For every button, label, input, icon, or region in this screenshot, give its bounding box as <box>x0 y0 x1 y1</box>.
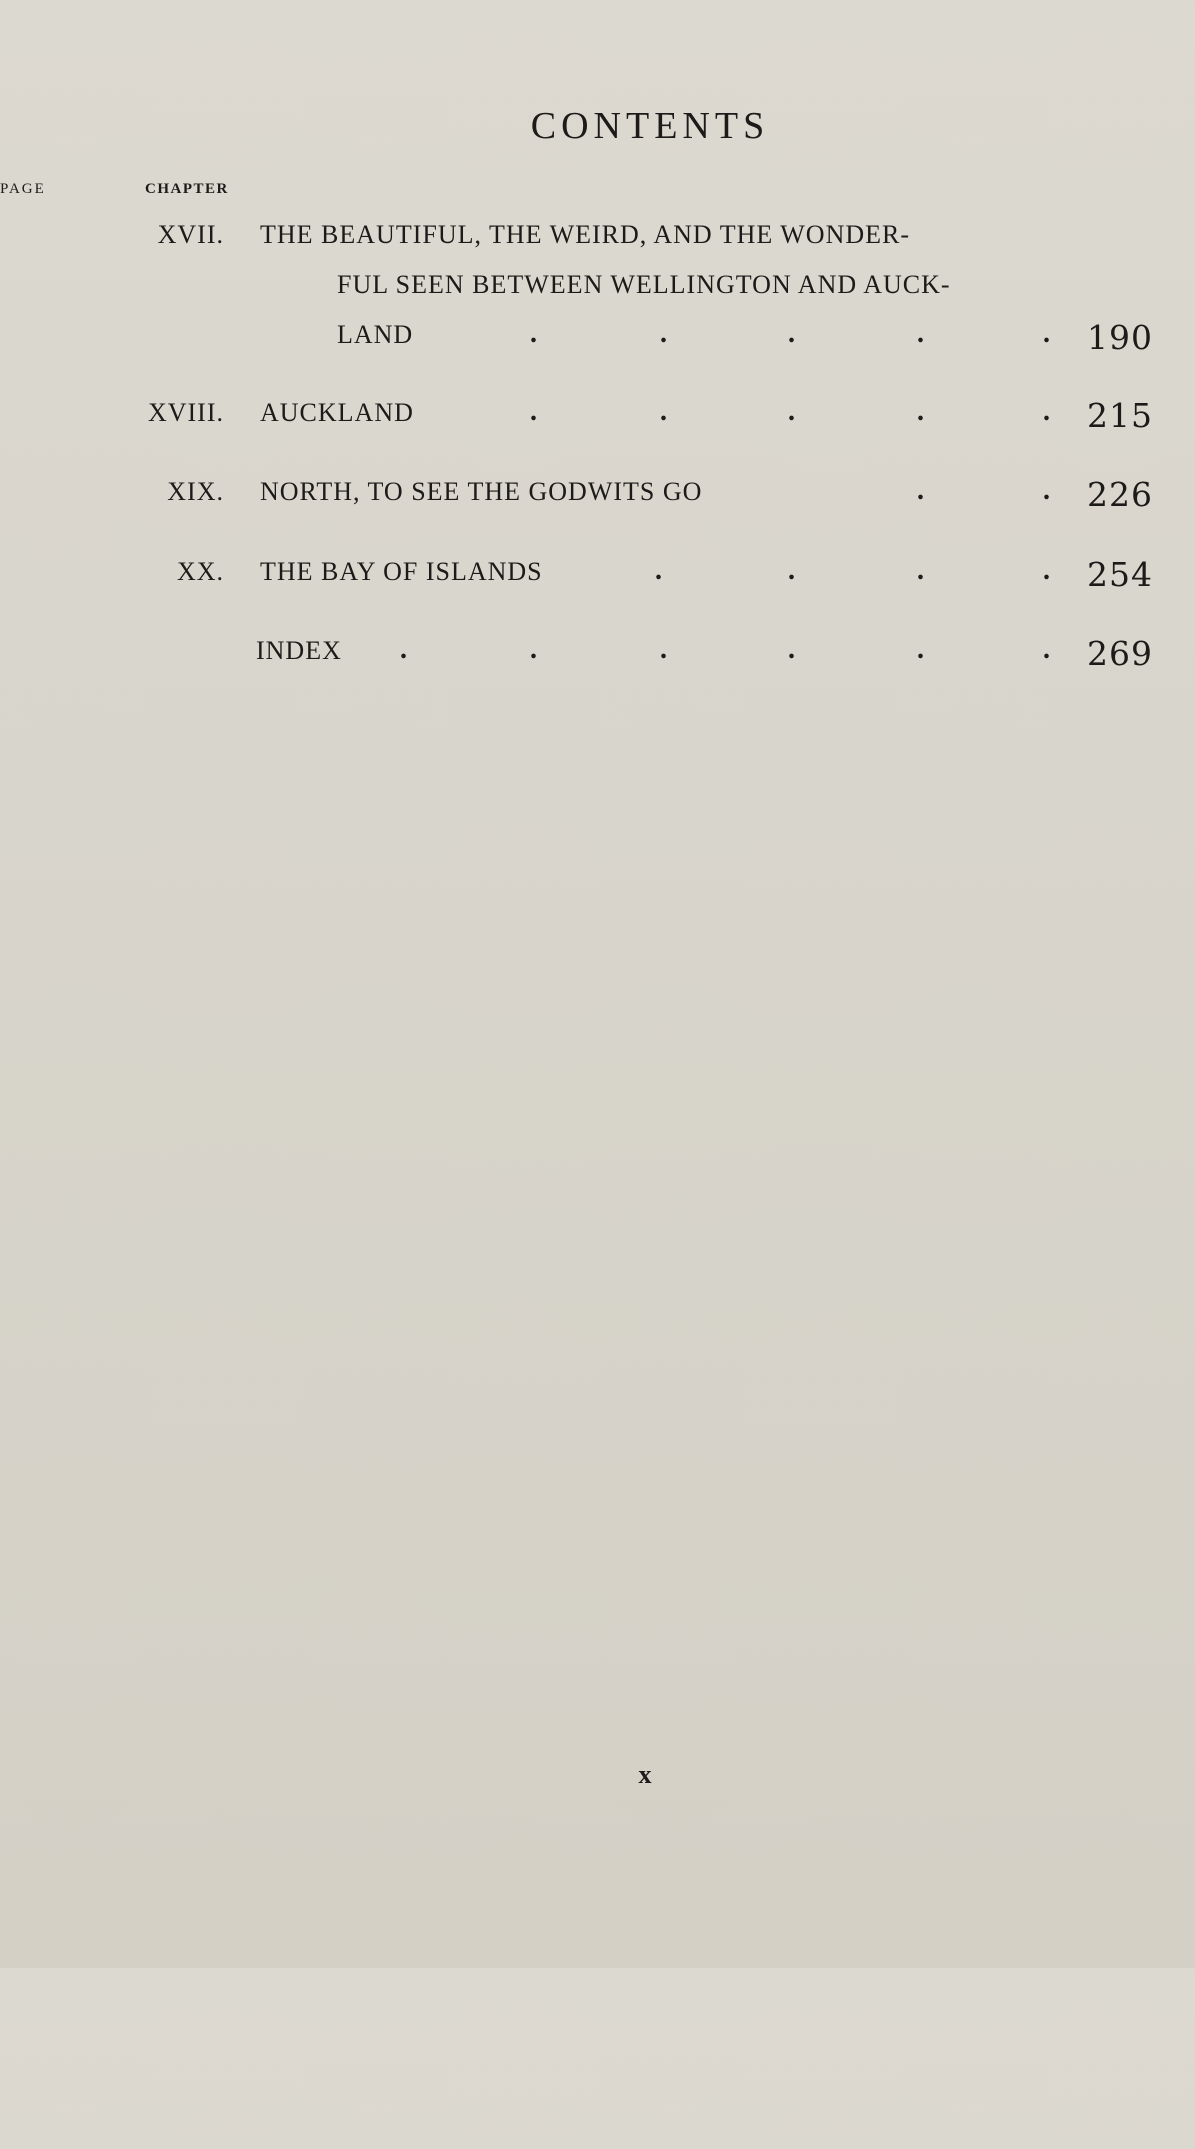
chapter-number: XVIII. <box>147 398 224 427</box>
chapter-number: XIX. <box>167 477 224 506</box>
book-page: CONTENTS CHAPTER PAGE XVII. THE BEAUTIFUL, THE WEIRD, AND THE WONDER- FUL SEEN BETWEEN WELLINGTON AND AUCK- LAND . . . . . 190 XVIII. AUCKLAND . . . . . 215 XIX. NORTH, TO SEE THE GODWITS GO . . 226 XX. THE BAY OF ISLANDS . . . . 254 INDEX . . . . . . 269 x <box>0 0 1195 1968</box>
page-number: 215 <box>1087 396 1153 435</box>
chapter-number: XX. <box>176 557 224 586</box>
page-number: 190 <box>1087 318 1153 357</box>
page-number: 269 <box>1087 634 1153 673</box>
chapter-title-line: FUL SEEN BETWEEN WELLINGTON AND AUCK- <box>337 270 951 299</box>
chapter-title-line: LAND <box>337 320 414 349</box>
chapter-title-line: THE BAY OF ISLANDS <box>260 557 543 586</box>
page-title: CONTENTS <box>530 105 770 147</box>
chapter-column-header: CHAPTER <box>145 181 229 197</box>
chapter-title-line: AUCKLAND <box>260 398 414 427</box>
page-number: 254 <box>1087 555 1153 594</box>
chapter-title-line: NORTH, TO SEE THE GODWITS GO <box>260 477 703 506</box>
folio-page-number: x <box>638 1760 652 1789</box>
page-number: 226 <box>1087 475 1153 514</box>
chapter-title-line: THE BEAUTIFUL, THE WEIRD, AND THE WONDER- <box>260 220 911 249</box>
chapter-number: XVII. <box>157 220 224 249</box>
page-column-header: PAGE <box>0 181 46 197</box>
index-title: INDEX <box>256 636 342 665</box>
